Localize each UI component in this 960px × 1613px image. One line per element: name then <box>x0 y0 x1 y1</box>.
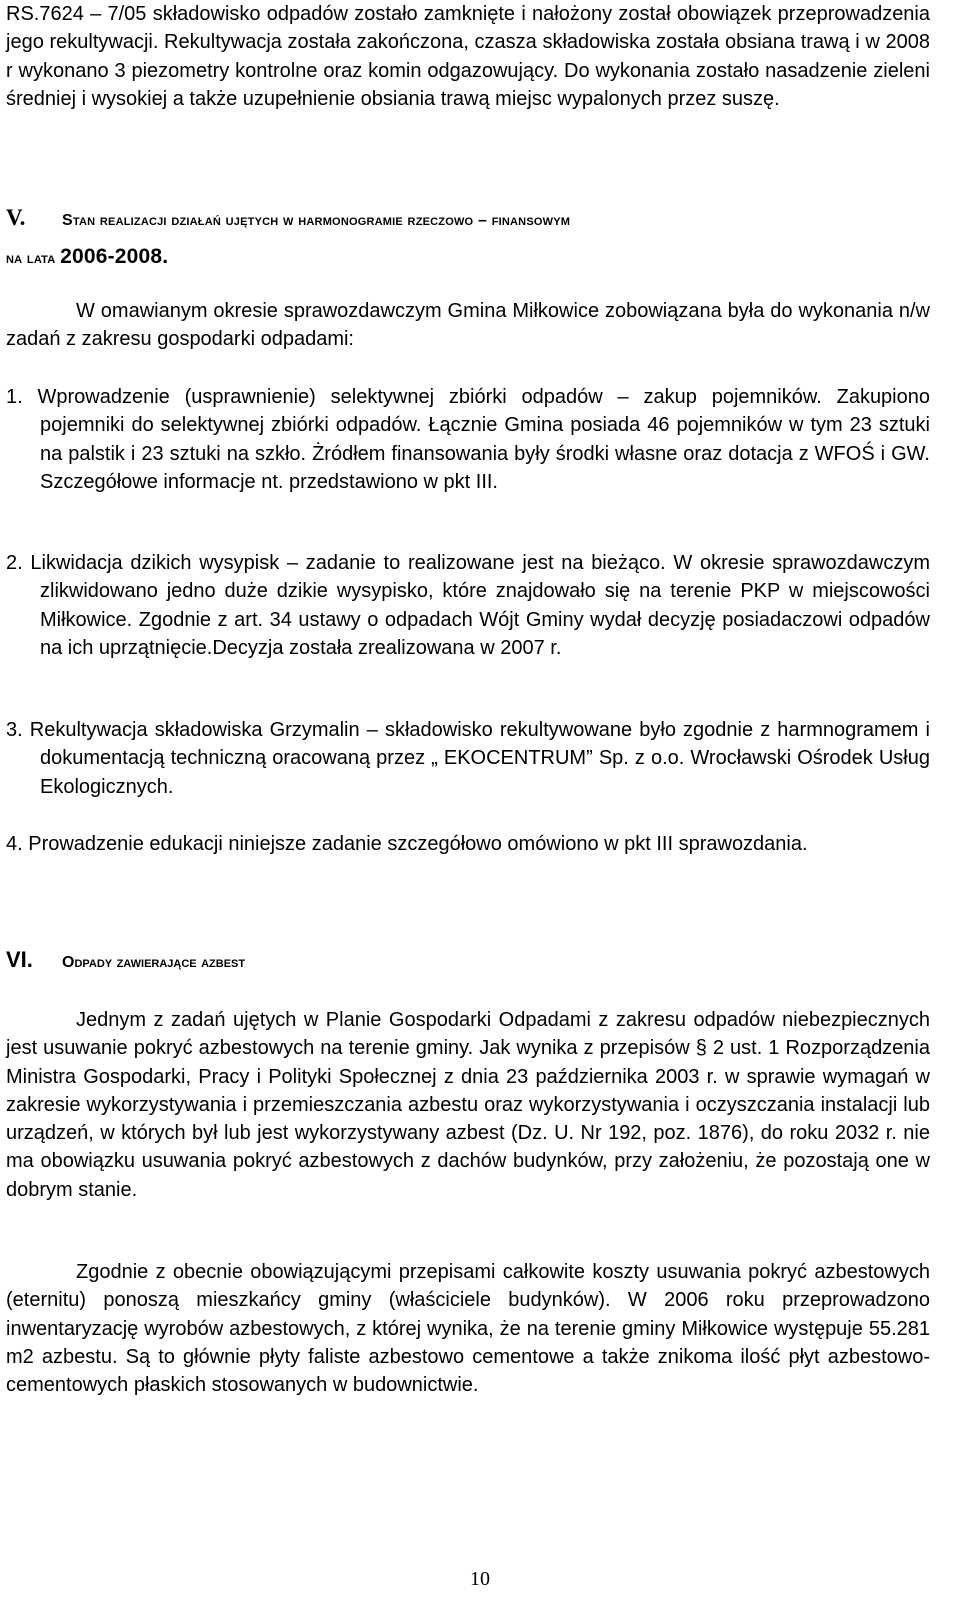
section-vi-number: VI. <box>6 947 33 972</box>
list-item: 4. Prowadzenie edukacji niniejsze zadanie szczegółowo omówiono w pkt III sprawozdania. <box>6 833 808 855</box>
section-v-title-line2 <box>6 245 169 268</box>
section-vi-heading <box>6 942 936 981</box>
list-item: 3. Rekultywacja składowiska Grzymalin – składowisko rekultywowane było zgodnie z harmnogramem i dokumentacją techniczną oracowaną przez „ EKOCENTRUM” Sp. z o.o. Wrocławski Ośrodek Usług Ekologicznych. <box>6 719 930 798</box>
section-v-number: V. <box>6 205 26 230</box>
section-v-title-prefix: na lata <box>6 250 61 267</box>
intro-paragraph: RS.7624 – 7/05 składowisko odpadów zostało zamknięte i nałożony został obowiązek przeprowadzenia jego rekultywacji. Rekultywacja została zakończona, czasza składowiska została obsiana trawą i w 2008 r wykonano 3 piezometry kontrolne oraz komin odgazowujący. Do wykonania zostało nasadzenie zieleni średniej i wysokiej a także uzupełnienie obsiania trawą miejsc wypalonych przez suszę. <box>6 3 930 110</box>
section-v-title-line1: Stan realizacji działań ujętych w harmonogramie rzeczowo – finansowym <box>62 212 571 229</box>
section-vi-paragraph: Jednym z zadań ujętych w Planie Gospodarki Odpadami z zakresu odpadów niebezpiecznych jest usuwanie pokryć azbestowych na terenie gminy. Jak wynika z przepisów § 2 ust. 1 Rozporządzenia Ministra Gospodarki, Pracy i Polityki Społecznej z dnia 23 października 2003 r. w sprawie wymagań w zakresie wykorzystywania i przemieszczania azbestu oraz wykorzystywania i oczyszczania instalacji lub urządzeń, w których był lub jest wykorzystywany azbest (Dz. U. Nr 192, poz. 1876), do roku 2032 r. nie ma obowiązku usuwania pokryć azbestowych z dachów budynków, przy założeniu, że pozostają one w dobrym stanie. <box>6 1009 930 1201</box>
page-number: 10 <box>470 1568 490 1590</box>
section-v-title-years: 2006-2008. <box>60 245 169 268</box>
section-vi-paragraph: Zgodnie z obecnie obowiązującymi przepisami całkowite koszty usuwania pokryć azbestowych (eternitu) ponoszą mieszkańcy gminy (właściciele budynków). W 2006 roku przeprowadzono inwentaryzację wyrobów azbestowych, z której wynika, że na terenie gminy Miłkowice występuje 55.281 m2 azbestu. Są to głównie płyty faliste azbestowo cementowe a także znikoma ilość płyt azbestowo-cementowych płaskich stosowanych w budownictwie. <box>6 1261 930 1397</box>
section-vi-title: Odpady zawierające azbest <box>62 954 246 971</box>
list-item: 2. Likwidacja dzikich wysypisk – zadanie to realizowane jest na bieżąco. W okresie sprawozdawczym zlikwidowano jedno duże dzikie wysypisko, które znajdowało się na terenie PKP w miejscowości Miłkowice. Zgodnie z art. 34 ustawy o odpadach Wójt Gminy wydał decyzję posiadaczowi odpadów na ich uprzątnięcie.Decyzja została zrealizowana w 2007 r. <box>6 552 930 659</box>
list-item: 1. Wprowadzenie (usprawnienie) selektywnej zbiórki odpadów – zakup pojemników. Zakupiono pojemniki do selektywnej zbiórki odpadów. Łącznie Gmina posiada 46 pojemników w tym 23 sztuki na palstik i 23 sztuki na szkło. Żródłem finansowania były środki własne oraz dotacja z WFOŚ i GW. Szczegółowe informacje nt. przedstawiono w pkt III. <box>6 386 930 493</box>
section-v-intro: W omawianym okresie sprawozdawczym Gmina Miłkowice zobowiązana była do wykonania n/w zadań z zakresu gospodarki odpadami: <box>6 300 930 351</box>
section-v-heading <box>6 200 936 277</box>
